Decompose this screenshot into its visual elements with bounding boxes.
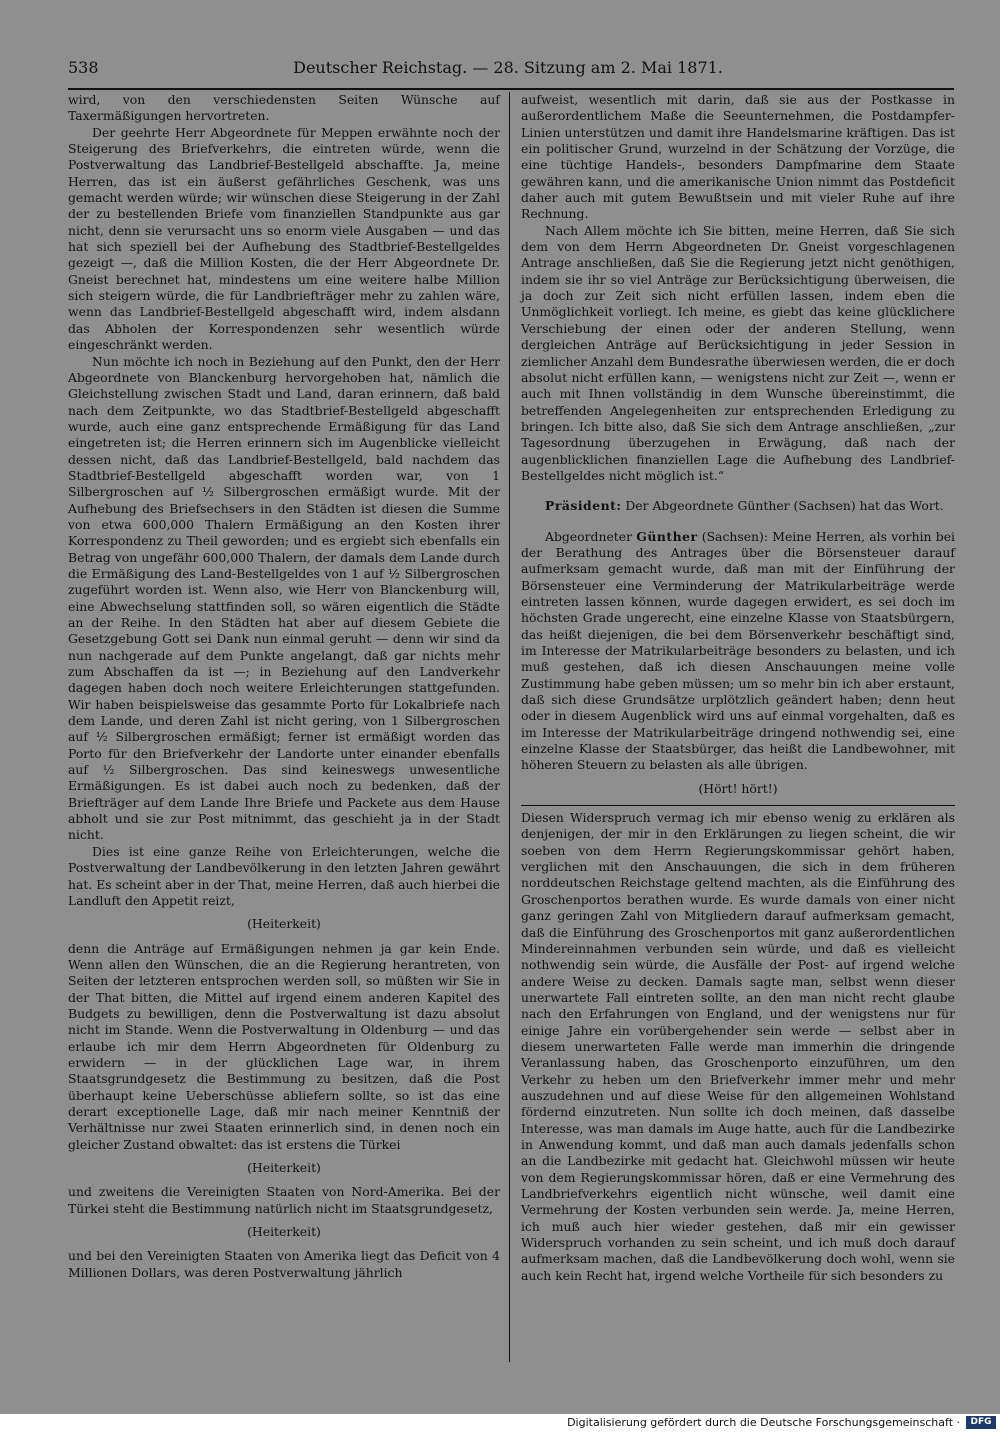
speech-text: Der Abgeordnete Günther (Sachsen) hat das Wort. [621,498,944,514]
paragraph: aufweist, wesentlich mit darin, daß sie aus der Postkasse in außerordentlichem Maße die Seeunternehmen, die Postdampfer-Linien unterstützen und damit ihre Handelsmarine kräftigen. Das ist ein politischer Grund, wurzelnd in der Schätzung der Vorzüge, die eine tüchtige Handels-, besonders Dampfmarine dem Staate gewähren kann, und die amerikanische Union nimmt das Postdeficit daher auch mit gutem Bewußtsein und mit vieler Ruhe auf ihre Rechnung. [521,92,955,222]
footer [0,1414,1000,1432]
paragraph: Nun möchte ich noch in Beziehung auf den Punkt, den der Herr Abgeordnete von Blanckenburg hervorgehoben hat, nämlich die Gleichstellung zwischen Stadt und Land, daran erinnern, daß bald nach dem Zeitpunkte, wo das Stadtbrief-Bestellgeld abgeschafft wurde, auch eine ganz entsprechende Ermäßigung für das Land eingetreten ist; die Herren erinnern sich im Augenblicke vielleicht dessen nicht, daß das Landbrief-Bestellgeld, bald nachdem das Stadtbrief-Bestellgeld abgeschafft worden war, von 1 Silbergroschen auf ½ Silbergroschen ermäßigt wurde. Mit der Aufhebung des Briefsechsers in den Städten ist diesen die Summe von etwa 600,000 Thalern Ermäßigung an den Kosten ihrer Korrespondenz zu Theil geworden; und es ergiebt sich ebenfalls ein Betrag von ungefähr 600,000 Thalern, der damals dem Lande durch die Ermäßigung des Land-Bestellgeldes von 1 auf ½ Silbergroschen zugeführt worden ist. Wenn also, wie Herr von Blanckenburg will, eine Abwechselung stattfinden soll, so wären eigentlich die Städte an der Reihe. In den Städten hat aber auf diesem Gebiete die Gesetzgebung Gott sei Dank nun einmal geruht — denn wir sind da nun nachgerade auf dem Punkte angelangt, daß gar nichts mehr zum Abschaffen da ist —; in Beziehung auf den Landverkehr dagegen haben doch noch weitere Erleichterungen stattgefunden. Wir haben beispielsweise das gesammte Porto für Lokalbriefe nach dem Lande, und deren Zahl ist nicht gering, von 1 Silbergroschen auf ½ Silbergroschen ermäßigt; ferner ist ermäßigt worden das Porto für den Briefverkehr der Landorte unter einander ebenfalls auf ½ Silbergroschen. Das sind keineswegs unwesentliche Ermäßigungen. Es ist dabei auch noch zu bedenken, daß der Briefträger auf dem Lande Ihre Briefe und Packete aus dem Hause abholt und sie zur Post mitnimmt, das geschieht ja in der Stadt nicht. [68,353,500,843]
funding-note: Digitalisierung gefördert durch die Deutsche Forschungsgemeinschaft · [567,1416,960,1429]
page-number: 538 [68,58,99,77]
paragraph: Der geehrte Herr Abgeordnete für Meppen erwähnte noch der Steigerung des Briefverkehrs, die eintreten würde, wenn die Postverwaltung das Landbrief-Bestellgeld abschaffte. Ja, meine Herren, das ist ein äußerst gefährliches Geschenk, was uns gemacht werden würde; wir wünschen diese Steigerung in der Zahl der zu bestellenden Briefe vom finanziellen Standpunkte aus gar nicht, denn sie verursacht uns so enorm viele Ausgaben — und das hat sich speziell bei der Aufhebung des Stadtbrief-Bestellgeldes gezeigt —, daß die Million Kosten, die der Herr Abgeordnete Dr. Gneist berechnet hat, mindestens um eine weitere halbe Million sich steigern würde, die für Landbriefträger mehr zu zahlen wäre, wenn das Landbrief-Bestellgeld abgeschafft wird, indem alsdann das Abholen der Korrespondenzen sehr wesentlich würde eingeschränkt werden. [68,124,500,353]
speaker-prefix: Abgeordneter [545,528,637,544]
dfg-logo: DFG [966,1416,996,1429]
paragraph: denn die Anträge auf Ermäßigungen nehmen ja gar kein Ende. Wenn allen den Wünschen, die an die Regierung herantreten, von Seiten der letzteren entsprochen werden soll, so müßten wir Sie in der That bitten, die Mittel auf irgend einem anderen Kapitel des Budgets zu bewilligen, denn die Postverwaltung ist dazu absolut nicht im Stande. Wenn die Postverwaltung in Oldenburg — und das erlaube ich mir dem Herrn Abgeordneten für Oldenburg zu erwidern — in der glücklichen Lage war, in ihrem Staatsgrundgesetz die Bestimmung zu besitzen, daß die Post überhaupt keine Ueberschüsse abliefern sollte, so ist das eine derart exceptionelle Lage, daß mir nach meiner Kenntniß der Verhältnisse nur zwei Staaten erinnerlich sind, in denen noch ein gleicher Zustand obwaltet: das ist erstens die Türkei [68,940,500,1152]
page-header [68,58,948,82]
right-column [521,92,955,1284]
interjection: (Heiterkeit) [247,1160,321,1175]
paragraph: Dies ist eine ganze Reihe von Erleichterungen, welche die Postverwaltung der Landbevölkerung in den letzten Jahren gewährt hat. Es scheint aber in der That, meine Herren, daß auch hierbei die Landluft den Appetit reizt, [68,843,500,908]
paragraph: Diesen Widerspruch vermag ich mir ebenso wenig zu erklären als denjenigen, der mir in den Erklärungen zu liegen scheint, die wir soeben von dem Herrn Regierungskommissar gehört haben, verglichen mit den Anschauungen, die sich in dem früheren norddeutschen Reichstage geltend machten, als die Einführung des Groschenportos berathen wurde. Es wurde damals von einer nicht ganz geringen Zahl von Mitgliedern darauf aufmerksam gemacht, daß die Einführung des Groschenportos mit ganz außerordentlichen Mindereinnahmen verbunden sein würde, und daß es vielleicht nothwendig sein würde, die Ausfälle der Post- auf irgend welche andere Weise zu decken. Damals sagte man, selbst wenn dieser unerwartete Fall eintreten sollte, an den man nicht recht glaube nach den Erfahrungen von England, und der wenigstens nur für einige Jahre ein vorübergehender sein werde — selbst aber in diesem unerwarteten Falle werde man immerhin die dringende Veranlassung haben, das Groschenporto einzuführen, um den Verkehr zu heben um den Briefverkehr immer mehr und mehr auszudehnen und auf diese Weise für den allgemeinen Wohlstand fördernd einzutreten. Nun sollte ich doch meinen, daß dasselbe Interesse, was man damals im Auge hatte, auch für die Landbezirke in Anwendung kommt, und daß man auch damals jedenfalls schon an die Landbezirke mit gedacht hat. Gleichwohl müssen wir heute von dem Regierungskommissar hören, daß er eine Vermehrung des Landbriefverkehrs eigentlich nicht wünsche, weil damit eine Vermehrung der Kosten verbunden sein werde. Ja, meine Herren, ich muß auch hier wieder gestehen, daß mir ein gewisser Widerspruch vorhanden zu sein scheint, und ich muß doch darauf aufmerksam machen, daß die Landbevölkerung doch wohl, wenn sie auch kein Recht hat, irgend welche Vortheile für sich besonders zu [521,810,955,1283]
section-rule [521,805,955,806]
header-rule [68,88,954,90]
speaker-paragraph [521,498,955,514]
paragraph: und bei den Vereinigten Staaten von Amerika liegt das Deficit von 4 Millionen Dollars, was deren Postverwaltung jährlich [68,1248,500,1280]
paragraph: wird, von den verschiedensten Seiten Wünsche auf Taxermäßigungen hervortreten. [68,92,500,124]
speech-text: (Sachsen): Meine Herren, als vorhin bei der Berathung des Antrages über die Börsensteuer darauf aufmerksam gemacht wurde, daß man mit der Einführung der Börsensteuer eine Verminderung der Matrikularbeiträge werde eintreten lassen können, wurde dagegen erwidert, es sei doch im höchsten Grade ungerecht, eine einzelne Klasse von Staatsbürgern, das heißt diejenigen, die bei dem Börsenverkehr beschäftigt sind, im Interesse der Matrikularbeiträge besonders zu belasten, und ich muß gestehen, daß ich diesen Anschauungen meine volle Zustimmung habe geben müssen; um so mehr bin ich aber erstaunt, daß sich diese Grundsätze urplötzlich geändert haben; denn heut oder in diesem Augenblick wird uns auf einmal vorgehalten, daß es im Interesse der Matrikularbeiträge dringend nothwendig sei, eine einzelne Klasse der Staatsbürger, das heißt die Landbewohner, mit höheren Steuern zu belasten als alle übrigen. [521,528,955,773]
speaker-name: Günther [636,528,698,544]
left-column [68,92,500,1281]
interjection: (Hört! hört!) [698,780,778,796]
paragraph: und zweitens die Vereinigten Staaten von Nord-Amerika. Bei der Türkei steht die Bestimmung natürlich nicht im Staatsgrundgesetz, [68,1184,500,1216]
interjection: (Heiterkeit) [247,1224,321,1240]
paragraph: Nach Allem möchte ich Sie bitten, meine Herren, daß Sie sich dem von dem Herrn Abgeordneten Dr. Gneist vorgeschlagenen Antrage anschließen, daß Sie die Regierung jetzt nicht genöthigen, indem sie ihr so viel Anträge zur Berücksichtigung überweisen, die ja doch zur Zeit sich nicht erfüllen lassen, indem eben die Unmöglichkeit vorliegt. Ich meine, es giebt das keine glücklichere Verschiebung der einen oder der anderen Stellung, wenn dergleichen Anträge auf Berücksichtigung in jeder Session in ziemlicher Anzahl dem Bundesrathe überwiesen werden, die er doch absolut nicht erfüllen kann, — wenigstens nicht zur Zeit —, wenn er auch mit Ihnen vollständig in dem Wunsche übereinstimmt, die betreffenden Angelegenheiten zur entsprechenden Erledigung zu bringen. Ich bitte also, daß Sie sich dem Antrage anschließen, „zur Tagesordnung überzugehen in Erwägung, daß nach der augenblicklichen finanziellen Lage die Aufhebung des Landbrief-Bestellgeldes nicht möglich ist.“ [521,222,955,483]
speaker-name: Präsident: [545,498,622,514]
running-title: Deutscher Reichstag. — 28. Sitzung am 2. Mai 1871. [293,58,723,77]
speaker-paragraph [521,529,955,774]
column-separator [509,92,510,1362]
interjection: (Heiterkeit) [247,916,321,932]
